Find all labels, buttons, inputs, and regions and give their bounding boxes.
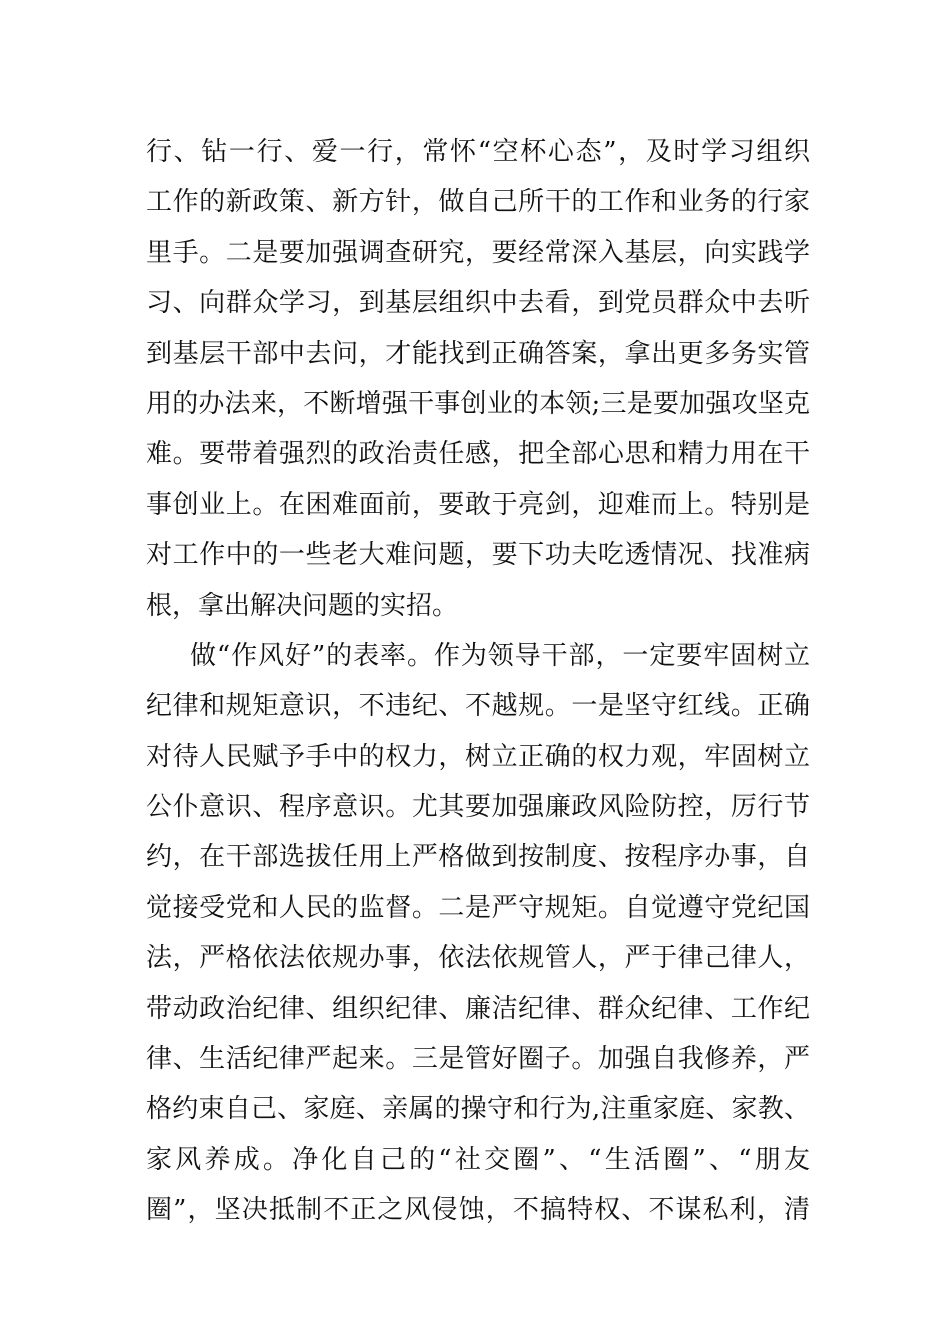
- body-text: [146, 127, 810, 1236]
- text-line: 公仆意识、程序意识。尤其要加强廉政风险防控，厉行节: [146, 792, 810, 823]
- text-line: 家风养成。净化自己的“社交圈”、“生活圈”、“朋友: [146, 1144, 810, 1175]
- text-line: 带动政治纪律、组织纪律、廉洁纪律、群众纪律、工作纪: [146, 993, 810, 1024]
- text-line: 纪律和规矩意识，不违纪、不越规。一是坚守红线。正确: [146, 691, 810, 722]
- text-line: 圈”，坚决抵制不正之风侵蚀，不搞特权、不谋私利，清: [146, 1195, 810, 1226]
- text-line: 用的办法来，不断增强干事创业的本领;三是要加强攻坚克: [146, 388, 810, 419]
- text-line: 难。要带着强烈的政治责任感，把全部心思和精力用在干: [146, 439, 810, 470]
- text-line: 工作的新政策、新方针，做自己所干的工作和业务的行家: [146, 187, 810, 218]
- text-line: 事创业上。在困难面前，要敢于亮剑，迎难而上。特别是: [146, 489, 810, 520]
- text-line: 习、向群众学习，到基层组织中去看，到党员群众中去听: [146, 288, 810, 319]
- text-line: 约，在干部选拔任用上严格做到按制度、按程序办事，自: [146, 842, 810, 873]
- text-line: 里手。二是要加强调查研究，要经常深入基层，向实践学: [146, 237, 810, 268]
- text-line: 对工作中的一些老大难问题，要下功夫吃透情况、找准病: [146, 540, 810, 571]
- text-line: 律、生活纪律严起来。三是管好圈子。加强自我修养，严: [146, 1044, 810, 1075]
- paragraph-first-line: 做“作风好”的表率。作为领导干部，一定要牢固树立: [190, 640, 810, 671]
- text-line: 根，拿出解决问题的实招。: [146, 590, 459, 621]
- text-line: 对待人民赋予手中的权力，树立正确的权力观，牢固树立: [146, 741, 810, 772]
- text-line: 觉接受党和人民的监督。二是严守规矩。自觉遵守党纪国: [146, 892, 810, 923]
- text-line: 法，严格依法依规办事，依法依规管人，严于律己律人，: [146, 943, 810, 974]
- text-line: 到基层干部中去问，才能找到正确答案，拿出更多务实管: [146, 338, 810, 369]
- text-line: 格约束自己、家庭、亲属的操守和行为,注重家庭、家教、: [146, 1094, 810, 1125]
- text-line: 行、钻一行、爱一行，常怀“空杯心态”，及时学习组织: [146, 137, 810, 167]
